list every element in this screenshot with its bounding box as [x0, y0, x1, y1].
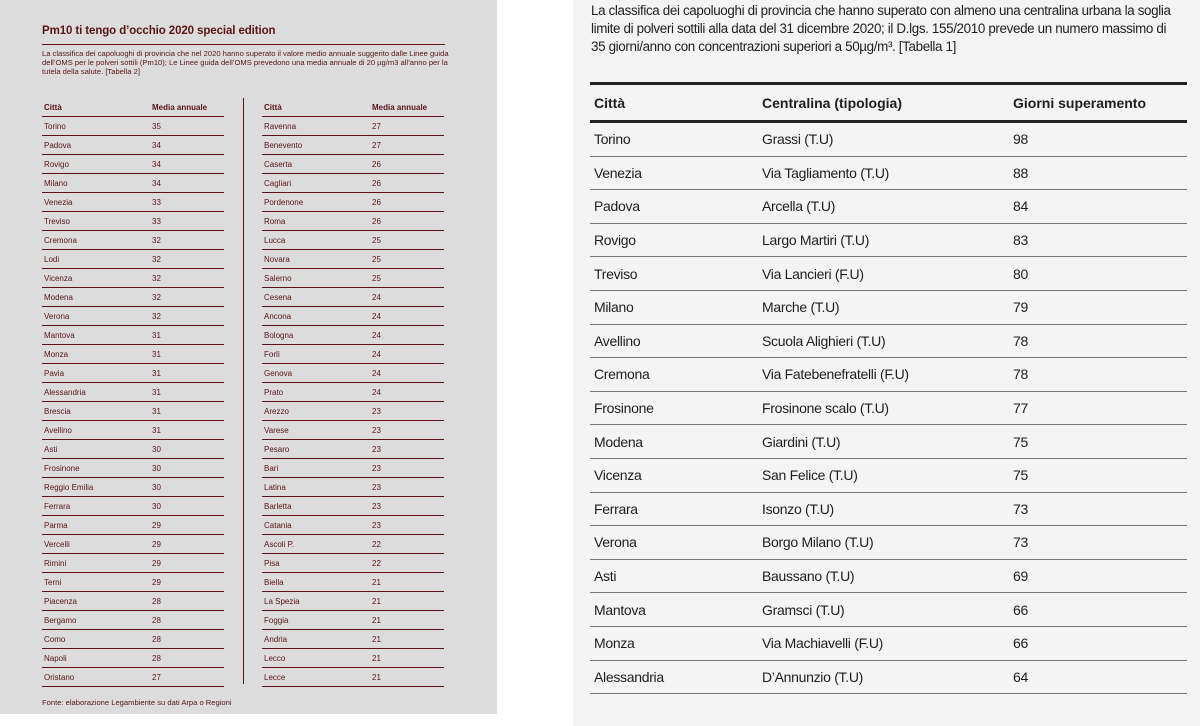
table-row: [590, 425, 1187, 459]
station-cell: Gramsci (T.U): [758, 593, 1009, 627]
annual-average-cell: 26: [370, 193, 444, 212]
city-cell: Lodi: [42, 250, 150, 269]
city-cell: Ferrara: [590, 492, 758, 526]
left-intro-text: La classifica dei capoluoghi di provincia che nel 2020 hanno superato il valore medio annuale suggerito dalle Linee guida dell’OMS per le polveri sottili (Pm10); Le Linee guida dell’OMS prevedono una media annuale di 20 µg/m3 all’anno per la tutela della salute. [Tabella 2]: [42, 49, 449, 77]
table-row: [262, 421, 444, 440]
city-cell: Ravenna: [262, 117, 370, 136]
table-row: [42, 269, 224, 288]
station-cell: Marche (T.U): [758, 290, 1009, 324]
city-cell: Treviso: [590, 257, 758, 291]
table-row: [262, 592, 444, 611]
exceedance-days-cell: 69: [1009, 559, 1187, 593]
annual-average-cell: 21: [370, 592, 444, 611]
table-row: [42, 668, 224, 687]
column-header-exceedance-days: Giorni superamento: [1009, 84, 1187, 122]
station-cell: Grassi (T.U): [758, 122, 1009, 157]
annual-average-cell: 24: [370, 383, 444, 402]
table-row: [590, 526, 1187, 560]
table-row: [42, 307, 224, 326]
exceedance-days-cell: 98: [1009, 122, 1187, 157]
city-cell: Piacenza: [42, 592, 150, 611]
city-cell: Lecco: [262, 649, 370, 668]
annual-average-cell: 34: [150, 174, 224, 193]
annual-average-cell: 27: [370, 136, 444, 155]
annual-average-table-part-2: [262, 98, 444, 687]
table-row: [590, 660, 1187, 694]
annual-average-cell: 32: [150, 231, 224, 250]
table-row: [262, 326, 444, 345]
annual-average-cell: 30: [150, 459, 224, 478]
table-row: [262, 630, 444, 649]
table-row: [42, 497, 224, 516]
table-row: [262, 307, 444, 326]
station-cell: Isonzo (T.U): [758, 492, 1009, 526]
exceedance-days-cell: 78: [1009, 358, 1187, 392]
table-row: [42, 573, 224, 592]
city-cell: Monza: [42, 345, 150, 364]
city-cell: Roma: [262, 212, 370, 231]
table-row: [590, 290, 1187, 324]
city-cell: Asti: [42, 440, 150, 459]
column-header-city: Città: [262, 98, 370, 117]
annual-average-cell: 25: [370, 269, 444, 288]
table-row: [262, 649, 444, 668]
city-cell: Rovigo: [590, 223, 758, 257]
annual-average-cell: 22: [370, 554, 444, 573]
table-row: [262, 117, 444, 136]
station-cell: Via Machiavelli (F.U): [758, 626, 1009, 660]
table-row: [42, 326, 224, 345]
annual-average-cell: 34: [150, 155, 224, 174]
city-cell: Pisa: [262, 554, 370, 573]
source-note: Fonte: elaborazione Legambiente su dati Arpa o Regioni: [42, 698, 232, 707]
station-cell: Arcella (T.U): [758, 190, 1009, 224]
table-row: [42, 478, 224, 497]
table-row: [590, 391, 1187, 425]
city-cell: Reggio Emilia: [42, 478, 150, 497]
city-cell: Frosinone: [590, 391, 758, 425]
city-cell: Benevento: [262, 136, 370, 155]
annual-average-cell: 28: [150, 630, 224, 649]
city-cell: Alessandria: [42, 383, 150, 402]
table-row: [42, 231, 224, 250]
station-cell: Baussano (T.U): [758, 559, 1009, 593]
table-row: [262, 440, 444, 459]
annual-average-cell: 35: [150, 117, 224, 136]
city-cell: Cremona: [590, 358, 758, 392]
city-cell: Avellino: [42, 421, 150, 440]
city-cell: Oristano: [42, 668, 150, 687]
column-header-city: Città: [590, 84, 758, 122]
city-cell: Treviso: [42, 212, 150, 231]
city-cell: Terni: [42, 573, 150, 592]
table-row: [42, 440, 224, 459]
annual-average-cell: 25: [370, 231, 444, 250]
exceedance-days-cell: 84: [1009, 190, 1187, 224]
station-cell: Via Lancieri (F.U): [758, 257, 1009, 291]
city-cell: Pordenone: [262, 193, 370, 212]
city-cell: Bergamo: [42, 611, 150, 630]
table-row: [590, 358, 1187, 392]
table-row: [42, 155, 224, 174]
annual-average-cell: 31: [150, 345, 224, 364]
table-row: [262, 573, 444, 592]
table-row: [590, 156, 1187, 190]
exceedance-days-cell: 75: [1009, 425, 1187, 459]
city-cell: Cesena: [262, 288, 370, 307]
annual-average-cell: 22: [370, 535, 444, 554]
city-cell: Mantova: [590, 593, 758, 627]
table-row: [262, 269, 444, 288]
annual-average-cell: 23: [370, 497, 444, 516]
station-cell: Giardini (T.U): [758, 425, 1009, 459]
city-cell: Varese: [262, 421, 370, 440]
city-cell: Lucca: [262, 231, 370, 250]
city-cell: Prato: [262, 383, 370, 402]
city-cell: Como: [42, 630, 150, 649]
table-row: [590, 626, 1187, 660]
city-cell: Biella: [262, 573, 370, 592]
annual-average-cell: 27: [370, 117, 444, 136]
table-row: [590, 257, 1187, 291]
city-cell: Vercelli: [42, 535, 150, 554]
exceedance-days-cell: 66: [1009, 626, 1187, 660]
city-cell: Salerno: [262, 269, 370, 288]
table-row: [590, 190, 1187, 224]
annual-average-cell: 31: [150, 421, 224, 440]
city-cell: Pavia: [42, 364, 150, 383]
city-cell: Padova: [590, 190, 758, 224]
table-row: [42, 383, 224, 402]
annual-average-cell: 23: [370, 402, 444, 421]
city-cell: Verona: [590, 526, 758, 560]
right-intro-text: La classifica dei capoluoghi di provincia che hanno superato con almeno una centralina urbana la soglia limite di polveri sottili alla data del 31 dicembre 2020; il D.lgs. 155/2010 prevede un numero massimo di 35 giorni/anno con concentrazioni superiori a 50µg/m³. [Tabella 1]: [591, 3, 1171, 54]
table-header-row: [262, 98, 444, 117]
annual-average-cell: 31: [150, 326, 224, 345]
city-cell: Ancona: [262, 307, 370, 326]
table-row: [262, 155, 444, 174]
table-row: [262, 231, 444, 250]
annual-average-cell: 30: [150, 440, 224, 459]
right-panel: [573, 0, 1200, 726]
table-row: [42, 421, 224, 440]
table-row: [42, 288, 224, 307]
city-cell: Cagliari: [262, 174, 370, 193]
table-row: [42, 117, 224, 136]
annual-average-cell: 24: [370, 345, 444, 364]
station-cell: Via Fatebenefratelli (F.U): [758, 358, 1009, 392]
annual-average-cell: 24: [370, 326, 444, 345]
exceedance-days-table: [590, 82, 1187, 694]
table-header-row: [42, 98, 224, 117]
table-row: [262, 478, 444, 497]
annual-average-cell: 28: [150, 592, 224, 611]
exceedance-days-cell: 66: [1009, 593, 1187, 627]
table-row: [262, 402, 444, 421]
city-cell: Novara: [262, 250, 370, 269]
city-cell: Barletta: [262, 497, 370, 516]
annual-average-cell: 27: [150, 668, 224, 687]
city-cell: Catania: [262, 516, 370, 535]
table-row: [262, 668, 444, 687]
table-row: [42, 649, 224, 668]
annual-average-cell: 29: [150, 535, 224, 554]
table-row: [262, 212, 444, 231]
annual-average-cell: 28: [150, 611, 224, 630]
city-cell: Torino: [590, 122, 758, 157]
column-header-city: Città: [42, 98, 150, 117]
annual-average-cell: 21: [370, 668, 444, 687]
table-row: [42, 250, 224, 269]
annual-average-table-part-1: [42, 98, 224, 687]
city-cell: Venezia: [590, 156, 758, 190]
station-cell: Largo Martiri (T.U): [758, 223, 1009, 257]
exceedance-days-cell: 77: [1009, 391, 1187, 425]
exceedance-days-cell: 79: [1009, 290, 1187, 324]
annual-average-cell: 28: [150, 649, 224, 668]
table-row: [42, 402, 224, 421]
station-cell: Via Tagliamento (T.U): [758, 156, 1009, 190]
city-cell: Foggia: [262, 611, 370, 630]
annual-average-cell: 24: [370, 288, 444, 307]
annual-average-cell: 24: [370, 364, 444, 383]
city-cell: Parma: [42, 516, 150, 535]
table-row: [590, 223, 1187, 257]
table-row: [42, 136, 224, 155]
column-header-annual-average: Media annuale: [370, 98, 444, 117]
city-cell: Bologna: [262, 326, 370, 345]
table-row: [262, 516, 444, 535]
city-cell: Arezzo: [262, 402, 370, 421]
annual-average-cell: 26: [370, 155, 444, 174]
city-cell: Frosinone: [42, 459, 150, 478]
table-row: [42, 611, 224, 630]
column-header-annual-average: Media annuale: [150, 98, 224, 117]
annual-average-cell: 32: [150, 269, 224, 288]
exceedance-days-cell: 64: [1009, 660, 1187, 694]
city-cell: Ferrara: [42, 497, 150, 516]
table-row: [262, 459, 444, 478]
table-row: [42, 345, 224, 364]
city-cell: Forlì: [262, 345, 370, 364]
city-cell: Modena: [590, 425, 758, 459]
city-cell: Alessandria: [590, 660, 758, 694]
city-cell: Genova: [262, 364, 370, 383]
table-row: [42, 554, 224, 573]
annual-average-cell: 29: [150, 516, 224, 535]
city-cell: Torino: [42, 117, 150, 136]
city-cell: Brescia: [42, 402, 150, 421]
city-cell: Latina: [262, 478, 370, 497]
city-cell: Rimini: [42, 554, 150, 573]
city-cell: Bari: [262, 459, 370, 478]
table-row: [590, 492, 1187, 526]
city-cell: Lecce: [262, 668, 370, 687]
table-row: [262, 383, 444, 402]
city-cell: Rovigo: [42, 155, 150, 174]
annual-average-cell: 25: [370, 250, 444, 269]
table-row: [42, 212, 224, 231]
annual-average-cell: 24: [370, 307, 444, 326]
table-row: [42, 630, 224, 649]
annual-average-cell: 34: [150, 136, 224, 155]
annual-average-cell: 23: [370, 478, 444, 497]
city-cell: Modena: [42, 288, 150, 307]
station-cell: Scuola Alighieri (T.U): [758, 324, 1009, 358]
table-row: [42, 516, 224, 535]
table-row: [262, 364, 444, 383]
exceedance-days-cell: 88: [1009, 156, 1187, 190]
annual-average-cell: 23: [370, 440, 444, 459]
exceedance-days-cell: 80: [1009, 257, 1187, 291]
city-cell: Verona: [42, 307, 150, 326]
city-cell: Asti: [590, 559, 758, 593]
table-row: [42, 174, 224, 193]
station-cell: Borgo Milano (T.U): [758, 526, 1009, 560]
exceedance-days-cell: 73: [1009, 526, 1187, 560]
table-row: [262, 250, 444, 269]
table-row: [590, 593, 1187, 627]
table-row: [42, 364, 224, 383]
column-header-station: Centralina (tipologia): [758, 84, 1009, 122]
table-row: [42, 535, 224, 554]
annual-average-cell: 29: [150, 573, 224, 592]
exceedance-days-cell: 75: [1009, 458, 1187, 492]
city-cell: Milano: [42, 174, 150, 193]
city-cell: Venezia: [42, 193, 150, 212]
left-panel: [0, 0, 497, 714]
column-divider: [243, 98, 244, 684]
table-row: [590, 559, 1187, 593]
annual-average-cell: 31: [150, 364, 224, 383]
annual-average-cell: 33: [150, 212, 224, 231]
city-cell: Caserta: [262, 155, 370, 174]
city-cell: Milano: [590, 290, 758, 324]
city-cell: Mantova: [42, 326, 150, 345]
exceedance-days-cell: 78: [1009, 324, 1187, 358]
title-divider: [42, 44, 445, 45]
station-cell: San Felice (T.U): [758, 458, 1009, 492]
annual-average-cell: 30: [150, 478, 224, 497]
annual-average-cell: 32: [150, 250, 224, 269]
table-row: [590, 458, 1187, 492]
city-cell: Ascoli P.: [262, 535, 370, 554]
city-cell: Napoli: [42, 649, 150, 668]
city-cell: Cremona: [42, 231, 150, 250]
city-cell: Monza: [590, 626, 758, 660]
annual-average-cell: 32: [150, 307, 224, 326]
annual-average-cell: 26: [370, 212, 444, 231]
annual-average-cell: 23: [370, 459, 444, 478]
annual-average-cell: 21: [370, 611, 444, 630]
annual-average-cell: 23: [370, 516, 444, 535]
table-header-row: [590, 84, 1187, 122]
table-row: [262, 535, 444, 554]
annual-average-cell: 31: [150, 402, 224, 421]
city-cell: Padova: [42, 136, 150, 155]
city-cell: Andria: [262, 630, 370, 649]
city-cell: Vicenza: [42, 269, 150, 288]
station-cell: D’Annunzio (T.U): [758, 660, 1009, 694]
annual-average-cell: 29: [150, 554, 224, 573]
city-cell: La Spezia: [262, 592, 370, 611]
left-title: Pm10 ti tengo d’occhio 2020 special edition: [42, 25, 276, 37]
city-cell: Avellino: [590, 324, 758, 358]
annual-average-cell: 32: [150, 288, 224, 307]
table-row: [42, 592, 224, 611]
table-row: [262, 554, 444, 573]
exceedance-days-cell: 73: [1009, 492, 1187, 526]
annual-average-cell: 26: [370, 174, 444, 193]
annual-average-cell: 21: [370, 649, 444, 668]
annual-average-cell: 31: [150, 383, 224, 402]
annual-average-cell: 21: [370, 630, 444, 649]
exceedance-days-cell: 83: [1009, 223, 1187, 257]
table-row: [590, 122, 1187, 157]
annual-average-cell: 30: [150, 497, 224, 516]
table-row: [262, 345, 444, 364]
table-row: [42, 459, 224, 478]
table-row: [262, 288, 444, 307]
station-cell: Frosinone scalo (T.U): [758, 391, 1009, 425]
table-row: [42, 193, 224, 212]
annual-average-cell: 33: [150, 193, 224, 212]
annual-average-cell: 23: [370, 421, 444, 440]
table-row: [262, 611, 444, 630]
table-row: [262, 193, 444, 212]
table-row: [262, 174, 444, 193]
table-row: [262, 497, 444, 516]
table-row: [590, 324, 1187, 358]
table-row: [262, 136, 444, 155]
city-cell: Vicenza: [590, 458, 758, 492]
city-cell: Pesaro: [262, 440, 370, 459]
annual-average-cell: 21: [370, 573, 444, 592]
